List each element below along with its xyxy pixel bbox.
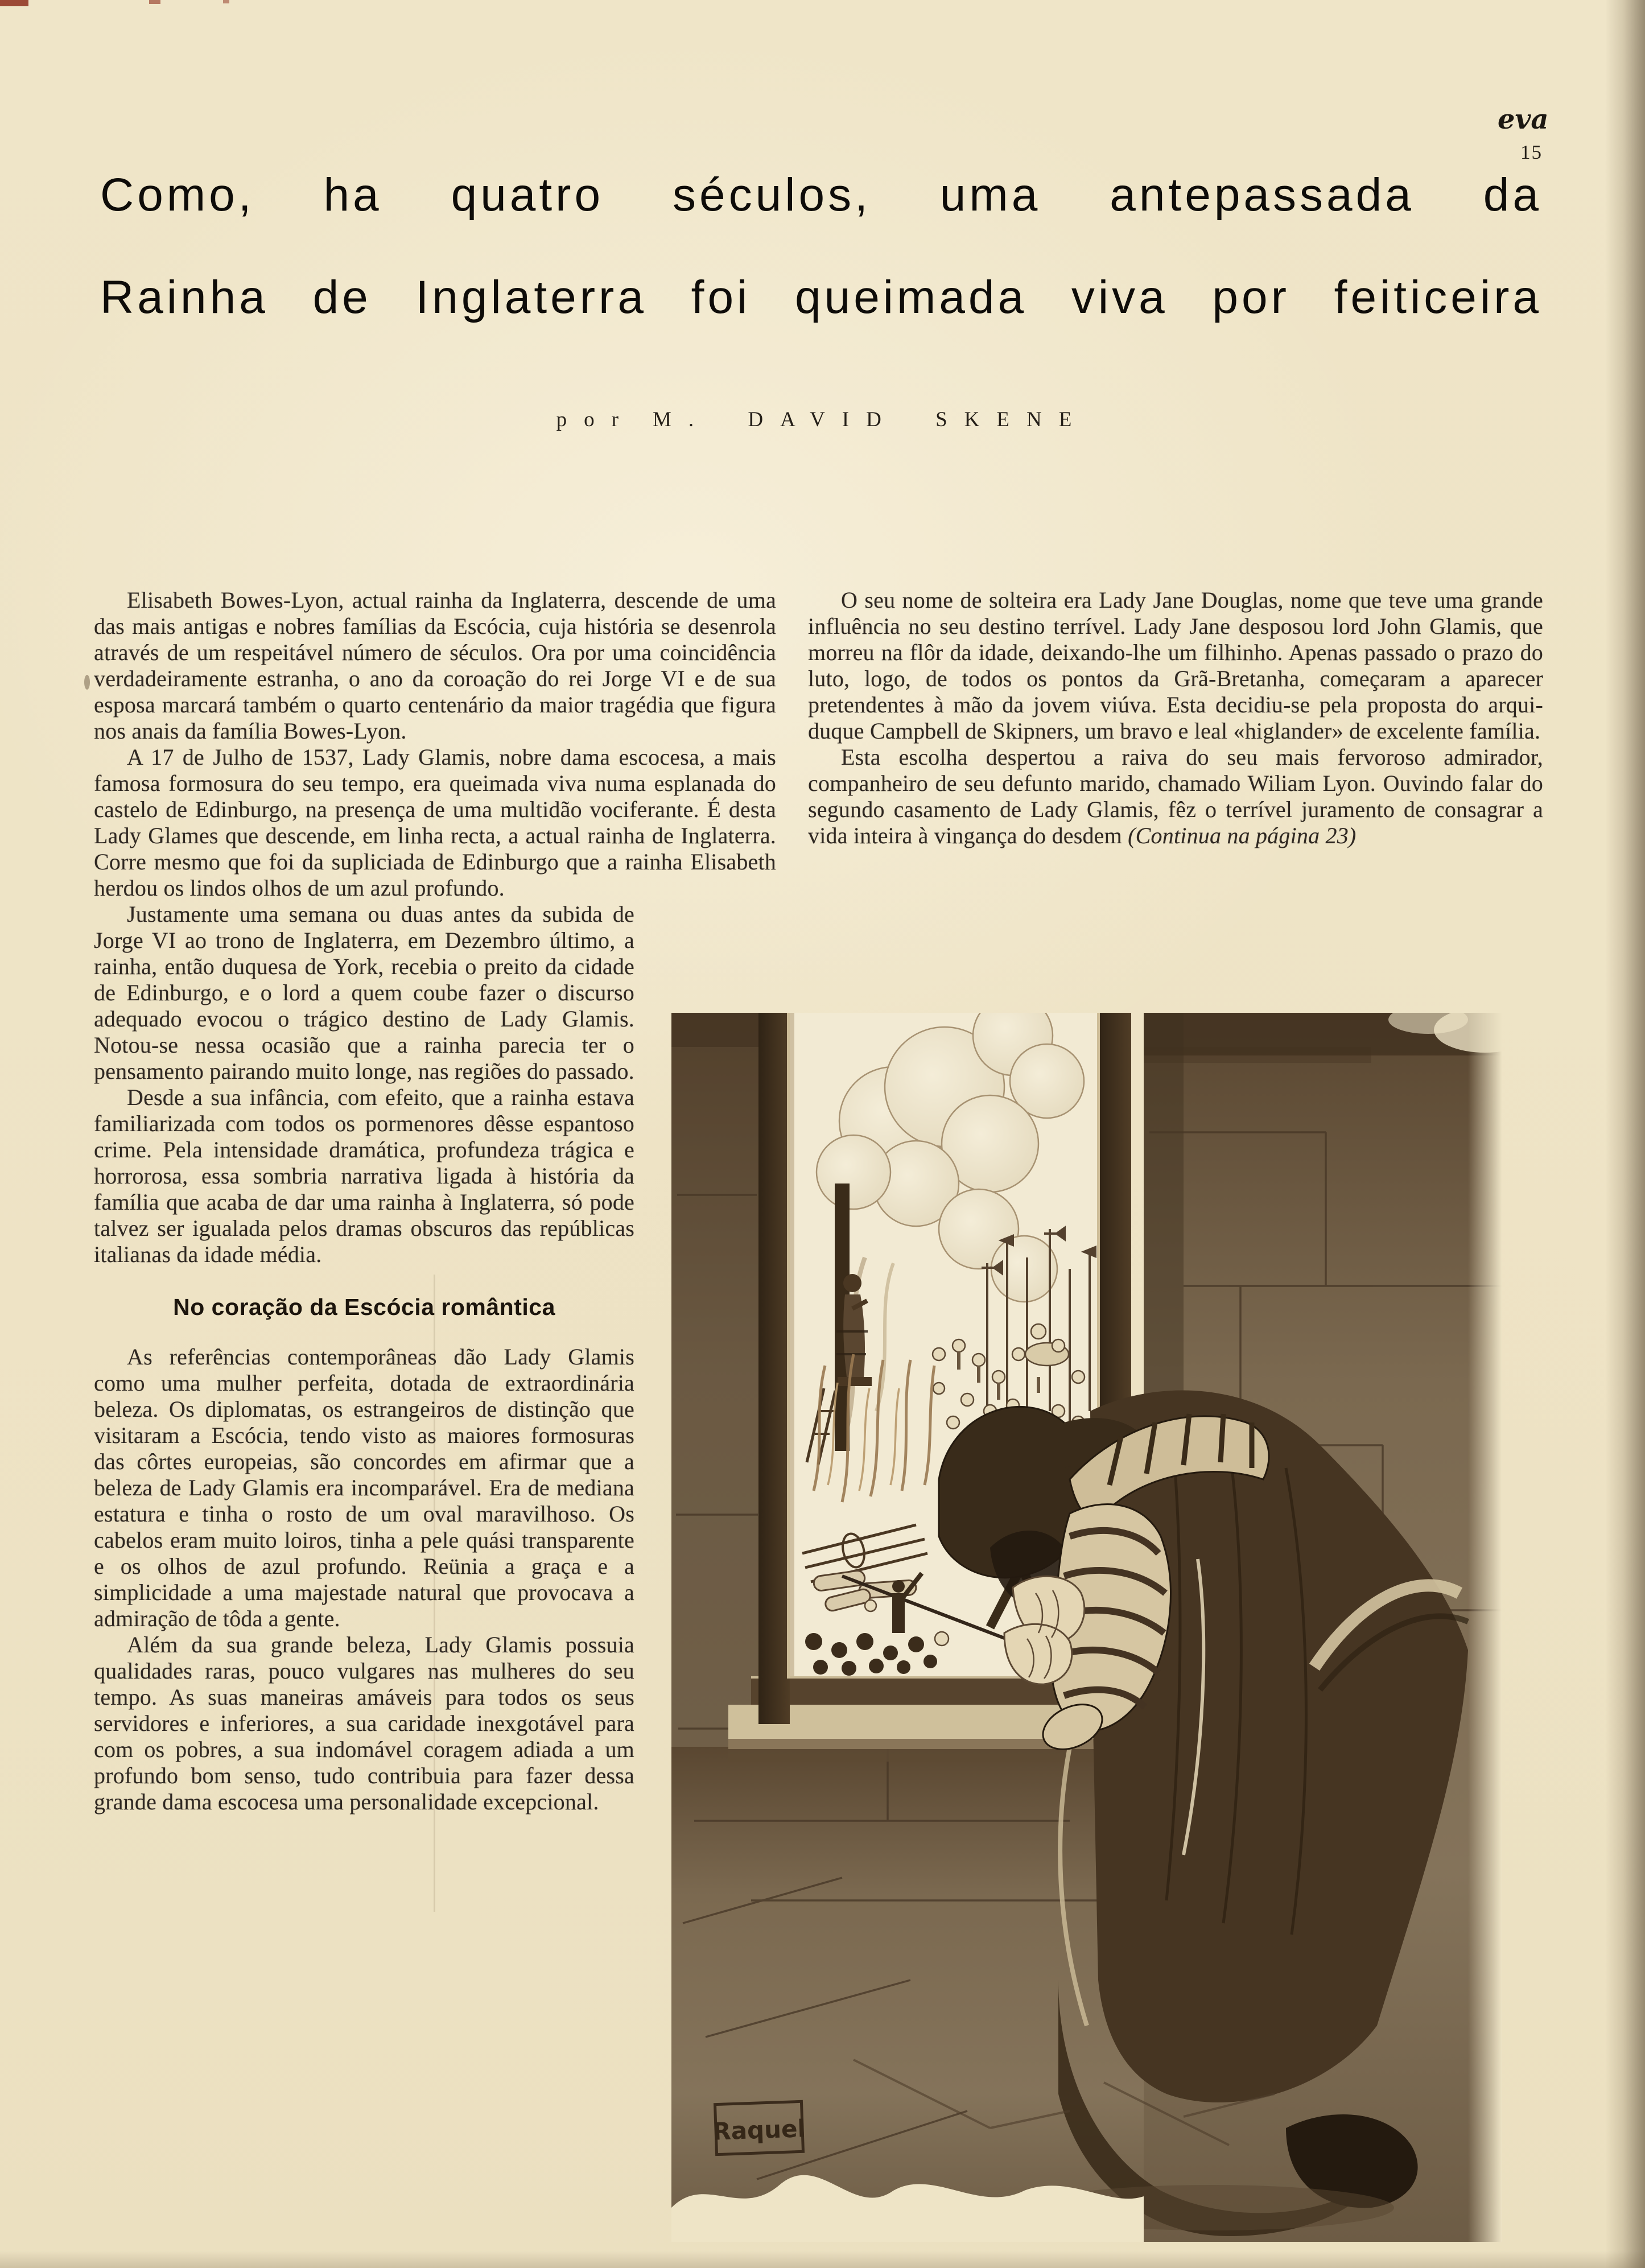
right-column <box>808 587 1543 985</box>
paragraph: Desde a sua infância, com efeito, que a rainha estava familiarizada com todos os pormenores dêsse espantoso crime. Pela intensidade dramática, profundeza trágica e horrorosa, essa sombria narrativa ligada à história da família que acaba de dar uma rainha à Inglaterra, só pode talvez ser igualada pelos dramas obscuros das repúblicas italianas da idade média. <box>94 1084 634 1267</box>
paragraph: O seu nome de solteira era Lady Jane Douglas, nome que teve uma grande influência no seu destino terrível. Lady Jane desposou lord John Glamis, que morreu na flôr da idade, deixando-lhe um filhinho. Apenas passado o prazo do luto, logo, de todos os pontos da Grã-Bretanha, começaram a aparecer pretendentes à mão da jovem viúva. Esta decidiu-se pela proposta do arqui-duque Campbell de Skipners, um bravo e leal «higlander» de excelente família. <box>808 587 1543 744</box>
scan-artifact <box>149 0 160 4</box>
paper-fade <box>1468 1013 1502 2242</box>
page-number: 15 <box>1520 141 1543 163</box>
paragraph-text: Esta escolha despertou a raiva do seu mais fervoroso admirador, companheiro de seu defunto marido, chamado Wiliam Lyon. Ouvindo falar do segundo casamento de Lady Glamis, fêz o terrível juramento de consagrar a vida inteira à vingança do desdem <box>808 744 1543 848</box>
illustration-svg <box>671 1013 1502 2242</box>
article-title-line-2: Rainha de Inglaterra foi queimada viva por feiticeira <box>100 271 1542 323</box>
continuation-note: (Continua na página 23) <box>1128 823 1357 848</box>
illustration <box>671 1013 1502 2242</box>
scan-artifact <box>0 0 28 6</box>
paragraph: Justamente uma semana ou duas antes da subida de Jorge VI ao trono de Inglaterra, em Dezembro último, a rainha, então duquesa de York, recebia o preito da cidade de Edinburgo, e o lord a quem coube fazer o discurso adequado evocou o trágico destino de Lady Glamis. Notou-se nessa ocasião que a rainha parecia ter o pensamento pairando muito longe, nas regiões do passado. <box>94 901 634 1084</box>
page-edge-shadow <box>0 2251 1645 2268</box>
paragraph: Elisabeth Bowes-Lyon, actual rainha da Inglaterra, descende de uma das mais antigas e nobres famílias da Escócia, cuja história se desenrola através de um respeitável número de séculos. Ora por uma coincidência verdadeiramente estranha, o ano da coroação do rei Jorge VI e de sua esposa marcará também o quarto centenário da maior tragédia que figura nos anais da família Bowes-Lyon. <box>94 587 776 744</box>
scan-artifact <box>223 0 229 3</box>
paragraph: As referências contemporâneas dão Lady Glamis como uma mulher perfeita, dotada de extraordinária beleza. Os diplomatas, os estrangeiros de distinção que visitaram a Escócia, tendo visto as maiores formosuras das côrtes europeias, são concordes em afirmar que a beleza de Lady Glamis era incomparável. Era de mediana estatura e tinha o rosto de um oval maravilhoso. Os cabelos eram muito loiros, tinha a pele quási transparente e os olhos de azul profundo. Reünia a graça e a simplicidade a uma majestade natural que provocava a admiração de tôda a gente. <box>94 1344 634 1631</box>
magazine-logo: eva <box>1498 104 1549 135</box>
ink-blot <box>84 675 90 690</box>
paper-crease <box>434 1275 435 1912</box>
byline <box>0 407 1645 432</box>
byline-author: M. DAVID SKENE <box>653 408 1089 431</box>
artist-signature-text: Raquel <box>712 2114 806 2146</box>
paragraph: Além da sua grande beleza, Lady Glamis possuia qualidades raras, pouco vulgares nas mulheres do seu tempo. As suas maneiras amáveis para todos os seus servidores e inferiores, a sua caridade inexgotável para com os pobres, a sua indomável coragem adiada a um profundo bom senso, tudo contribuia para fazer dessa grande dama escocesa uma personalidade excepcional. <box>94 1632 634 1815</box>
section-subheading: No coração da Escócia romântica <box>173 1294 555 1320</box>
paragraph <box>808 744 1543 849</box>
page-edge-shadow <box>1605 0 1645 2268</box>
paragraph: A 17 de Julho de 1537, Lady Glamis, nobre dama escocesa, a mais famosa formosura do seu tempo, era queimada viva numa esplanada do castelo de Edinburgo, na presença de uma multidão vociferante. É desta Lady Glames que descende, em linha recta, a actual rainha de Inglaterra. Corre mesmo que foi da supliciada de Edinburgo que a rainha Elisabeth herdou os lindos olhos de um azul profundo. <box>94 744 776 901</box>
text-wrap-spacer <box>776 587 777 923</box>
article-title-line-1: Como, ha quatro séculos, uma antepassada da <box>100 169 1542 221</box>
byline-prefix: por <box>556 408 636 431</box>
